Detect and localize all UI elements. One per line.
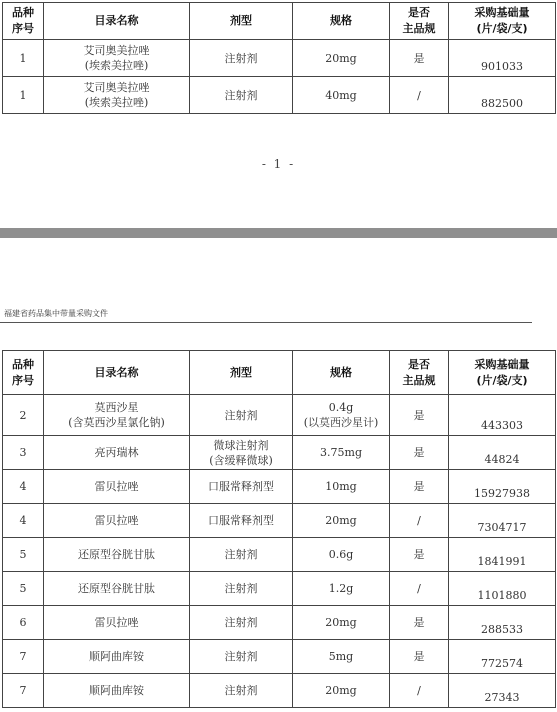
cell-spec-line: 5mg — [328, 650, 354, 663]
cell-name-line: 雷贝拉唑 — [94, 480, 139, 493]
table-row — [3, 436, 556, 470]
cell-seq: 5 — [3, 572, 44, 606]
cell-main: 是 — [390, 640, 449, 674]
cell-main: 是 — [390, 606, 449, 640]
header-rule — [0, 322, 532, 323]
cell-form-line: 注射剂 — [224, 616, 258, 629]
cell-name-line: 还原型谷胱甘肽 — [78, 548, 155, 561]
cell-form — [190, 572, 293, 606]
cell-main: / — [390, 504, 449, 538]
cell-name — [44, 674, 190, 708]
cell-name-line: 顺阿曲库铵 — [89, 650, 144, 663]
cell-main: / — [390, 674, 449, 708]
cell-seq: 4 — [3, 504, 44, 538]
cell-main: / — [390, 77, 449, 114]
cell-form — [190, 640, 293, 674]
cell-form-line: 注射剂 — [224, 582, 258, 595]
cell-spec — [293, 572, 390, 606]
table-row — [3, 504, 556, 538]
cell-seq: 3 — [3, 436, 44, 470]
cell-spec-line: 1.2g — [328, 582, 354, 595]
header-seq: 品种 序号 — [3, 3, 44, 40]
header-seq: 品种 序号 — [3, 351, 44, 395]
cell-name-line: 雷贝拉唑 — [94, 514, 139, 527]
cell-qty: 288533 — [449, 606, 556, 640]
cell-name-line: 莫西沙星 — [94, 401, 139, 414]
table-row — [3, 395, 556, 436]
cell-seq: 6 — [3, 606, 44, 640]
table-header-row — [3, 351, 556, 395]
cell-name — [44, 436, 190, 470]
cell-qty: 1841991 — [449, 538, 556, 572]
table-header-row — [3, 3, 556, 40]
cell-spec — [293, 436, 390, 470]
cell-form — [190, 674, 293, 708]
cell-spec — [293, 395, 390, 436]
header-name: 目录名称 — [44, 3, 190, 40]
cell-form-line: 注射剂 — [224, 548, 258, 561]
cell-name-line: 还原型谷胱甘肽 — [78, 582, 155, 595]
cell-name — [44, 606, 190, 640]
table-row — [3, 674, 556, 708]
header-form: 剂型 — [190, 3, 293, 40]
cell-qty: 7304717 — [449, 504, 556, 538]
cell-name-line: 顺阿曲库铵 — [89, 684, 144, 697]
drug-table-page2 — [2, 350, 556, 708]
cell-seq: 4 — [3, 470, 44, 504]
table-row — [3, 606, 556, 640]
cell-form-line: 口服常释剂型 — [208, 514, 274, 527]
table-row — [3, 40, 556, 77]
cell-name-line: 亮丙瑞林 — [94, 446, 139, 459]
cell-form — [190, 436, 293, 470]
cell-form — [190, 77, 293, 114]
cell-spec-line: 20mg — [325, 616, 357, 629]
cell-spec-line: 40mg — [325, 88, 357, 102]
cell-seq: 7 — [3, 674, 44, 708]
cell-qty: 901033 — [449, 40, 556, 77]
cell-main: 是 — [390, 436, 449, 470]
cell-name-line: (埃索美拉唑) — [84, 59, 149, 72]
cell-main: 是 — [390, 470, 449, 504]
cell-seq: 1 — [3, 40, 44, 77]
cell-form-line: 口服常释剂型 — [208, 480, 274, 493]
cell-name — [44, 395, 190, 436]
cell-spec — [293, 674, 390, 708]
page-break — [0, 228, 557, 238]
header-spec: 规格 — [293, 3, 390, 40]
cell-main: / — [390, 572, 449, 606]
table-row — [3, 538, 556, 572]
cell-qty: 15927938 — [449, 470, 556, 504]
cell-form — [190, 538, 293, 572]
cell-name — [44, 640, 190, 674]
cell-form — [190, 606, 293, 640]
cell-name — [44, 40, 190, 77]
table-row — [3, 77, 556, 114]
header-main: 是否 主品规 — [390, 351, 449, 395]
cell-qty: 882500 — [449, 77, 556, 114]
cell-spec — [293, 77, 390, 114]
cell-spec-line: 20mg — [325, 684, 357, 697]
header-form: 剂型 — [190, 351, 293, 395]
cell-name-line: 艾司奥美拉唑 — [83, 81, 150, 94]
cell-main: 是 — [390, 40, 449, 77]
cell-form-line: 注射剂 — [224, 650, 258, 663]
cell-spec-line: 0.4g — [328, 401, 354, 414]
cell-spec-line: 20mg — [325, 514, 357, 527]
header-name: 目录名称 — [44, 351, 190, 395]
page-header: 福建省药品集中带量采购文件 — [4, 309, 108, 318]
cell-spec — [293, 606, 390, 640]
cell-spec-line: 10mg — [325, 480, 357, 493]
table-row — [3, 470, 556, 504]
cell-qty: 27343 — [449, 674, 556, 708]
cell-seq: 2 — [3, 395, 44, 436]
cell-spec — [293, 538, 390, 572]
cell-spec — [293, 640, 390, 674]
cell-seq: 1 — [3, 77, 44, 114]
cell-form-line: 注射剂 — [224, 684, 258, 697]
cell-name — [44, 77, 190, 114]
drug-table-page1 — [2, 2, 556, 114]
cell-form — [190, 395, 293, 436]
cell-name — [44, 504, 190, 538]
table-row — [3, 640, 556, 674]
cell-name — [44, 470, 190, 504]
header-main: 是否 主品规 — [390, 3, 449, 40]
cell-main: 是 — [390, 395, 449, 436]
cell-form-line: 注射剂 — [224, 51, 258, 65]
cell-name-line: (含莫西沙星氯化钠) — [68, 416, 165, 429]
cell-qty: 1101880 — [449, 572, 556, 606]
cell-form-line: (含缓释微球) — [209, 453, 273, 467]
cell-spec-line: (以莫西沙星计) — [303, 416, 379, 429]
header-qty: 采购基础量 (片/袋/支) — [449, 351, 556, 395]
page-number: - 1 - — [261, 157, 296, 171]
cell-form-line: 注射剂 — [224, 88, 258, 102]
table-row — [3, 572, 556, 606]
cell-qty: 772574 — [449, 640, 556, 674]
cell-spec — [293, 40, 390, 77]
cell-spec-line: 0.6g — [328, 548, 354, 561]
cell-seq: 5 — [3, 538, 44, 572]
header-qty: 采购基础量 (片/袋/支) — [449, 3, 556, 40]
cell-form — [190, 470, 293, 504]
cell-form-line: 微球注射剂 — [213, 438, 269, 452]
cell-form — [190, 504, 293, 538]
cell-name — [44, 538, 190, 572]
cell-spec-line: 3.75mg — [320, 446, 362, 459]
cell-form-line: 注射剂 — [224, 408, 258, 422]
cell-name-line: (埃索美拉唑) — [84, 96, 149, 109]
cell-main: 是 — [390, 538, 449, 572]
header-spec: 规格 — [293, 351, 390, 395]
cell-spec — [293, 470, 390, 504]
cell-form — [190, 40, 293, 77]
cell-name — [44, 572, 190, 606]
cell-seq: 7 — [3, 640, 44, 674]
cell-name-line: 艾司奥美拉唑 — [83, 44, 150, 57]
cell-qty: 44824 — [449, 436, 556, 470]
cell-name-line: 雷贝拉唑 — [94, 616, 139, 629]
cell-spec-line: 20mg — [325, 51, 357, 65]
cell-qty: 443303 — [449, 395, 556, 436]
cell-spec — [293, 504, 390, 538]
